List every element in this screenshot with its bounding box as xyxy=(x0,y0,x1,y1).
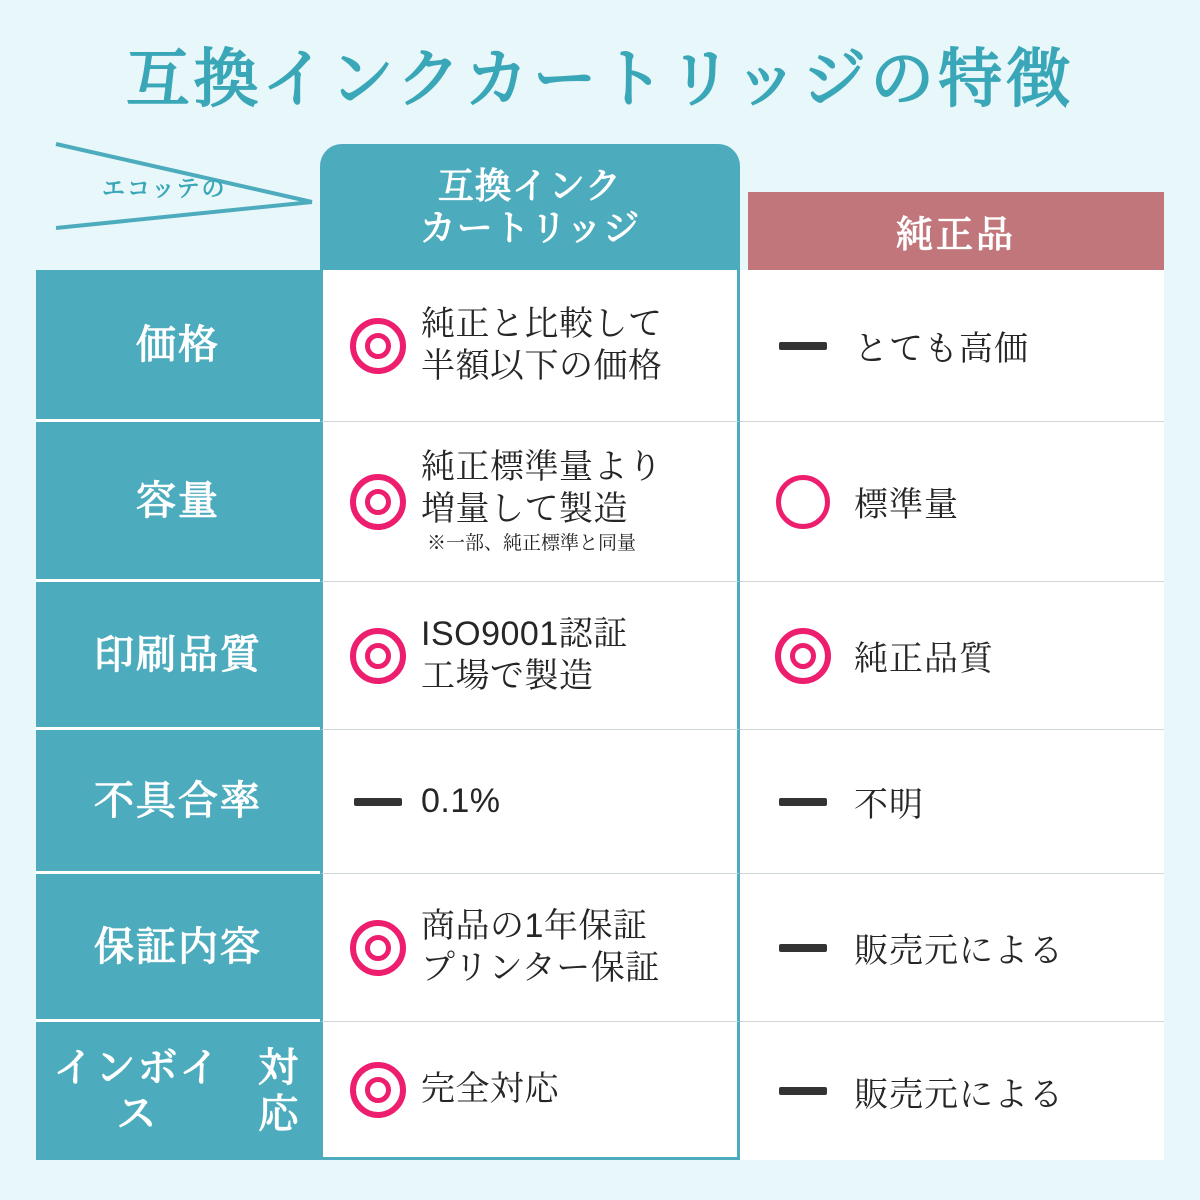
dash-icon xyxy=(354,798,402,806)
row-label-line: 印刷品質 xyxy=(94,632,262,677)
row-label-line: 対応 xyxy=(258,1046,301,1136)
mark-cell-genuine xyxy=(766,628,840,684)
corner-label-cell xyxy=(36,140,320,270)
row-label xyxy=(36,874,320,1022)
genuine-cell-text: 標準量 xyxy=(854,486,959,524)
genuine-cell xyxy=(740,730,1164,874)
compatible-text-line2: 半額以下の価格 xyxy=(421,346,663,385)
row-label xyxy=(36,582,320,730)
row-label-line: 容量 xyxy=(136,478,220,523)
page-title: 互換インクカートリッジの特徴 xyxy=(125,43,1075,115)
genuine-cell-text: 純正品質 xyxy=(854,640,994,678)
compatible-cell xyxy=(320,874,740,1022)
table-row xyxy=(36,422,1164,582)
compatible-cell-text xyxy=(415,304,663,387)
dash-icon xyxy=(779,342,827,350)
compatible-cell-text xyxy=(415,1069,559,1110)
mark-cell-genuine xyxy=(766,342,840,350)
double-circle-icon xyxy=(350,920,406,976)
compatible-text-line1: 純正標準量より xyxy=(421,448,663,487)
mark-cell-compatible xyxy=(341,798,415,806)
diagonal-lines-icon xyxy=(36,140,320,270)
genuine-cell xyxy=(740,270,1164,422)
table-row xyxy=(36,1022,1164,1160)
compatible-cell xyxy=(320,270,740,422)
compatible-text-line1: 0.1% xyxy=(421,781,501,820)
genuine-cell xyxy=(740,582,1164,730)
row-label xyxy=(36,1022,320,1160)
double-circle-icon xyxy=(350,474,406,530)
header-compatible-line2: カートリッジ xyxy=(419,207,641,248)
genuine-cell xyxy=(740,422,1164,582)
single-circle-icon xyxy=(776,475,830,529)
row-label-line: 保証内容 xyxy=(94,924,262,969)
table-body xyxy=(36,270,1164,1160)
mark-cell-compatible xyxy=(341,474,415,530)
row-label-line: 価格 xyxy=(136,322,220,367)
row-label-line: 不具合率 xyxy=(94,778,262,823)
compatible-cell-text xyxy=(415,906,660,989)
compatible-text-line1: ISO9001認証 xyxy=(421,615,628,654)
header-genuine: 純正品 xyxy=(748,192,1164,270)
compatible-text-line1: 完全対応 xyxy=(421,1069,559,1108)
compatible-text-note: ※一部、純正標準と同量 xyxy=(427,533,637,555)
genuine-cell-text: 販売元による xyxy=(854,1075,1064,1114)
double-circle-icon xyxy=(350,628,406,684)
header-compatible xyxy=(320,144,740,270)
mark-cell-compatible xyxy=(341,1062,415,1118)
row-label-line: インボイス xyxy=(53,1046,222,1136)
compatible-text-line2: 増量して製造 xyxy=(421,489,628,528)
dash-icon xyxy=(779,944,827,952)
double-circle-icon xyxy=(350,318,406,374)
compatible-text-line1: 純正と比較して xyxy=(421,305,663,344)
compatible-cell-text xyxy=(415,614,628,697)
mark-cell-genuine xyxy=(766,1087,840,1095)
compatible-text-line2: 工場で製造 xyxy=(421,656,594,695)
row-label xyxy=(36,422,320,582)
table-row xyxy=(36,730,1164,874)
mark-cell-genuine xyxy=(766,944,840,952)
compatible-cell xyxy=(320,730,740,874)
table-row xyxy=(36,582,1164,730)
mark-cell-compatible xyxy=(341,318,415,374)
genuine-cell xyxy=(740,1022,1164,1160)
compatible-text-line1: 商品の1年保証 xyxy=(421,907,648,946)
genuine-cell-text: とても高価 xyxy=(854,330,1029,368)
mark-cell-compatible xyxy=(341,920,415,976)
compatible-text-line2: プリンター保証 xyxy=(421,948,660,987)
compatible-cell xyxy=(320,1022,740,1160)
genuine-cell xyxy=(740,874,1164,1022)
header-compatible-line1: 互換インク xyxy=(437,164,623,206)
corner-label-text: エコッテの xyxy=(102,175,227,201)
table-row xyxy=(36,874,1164,1022)
dash-icon xyxy=(779,1087,827,1095)
row-label xyxy=(36,730,320,874)
compatible-cell xyxy=(320,422,740,582)
genuine-cell-text: 不明 xyxy=(854,786,924,824)
comparison-table xyxy=(36,140,1164,1170)
dash-icon xyxy=(779,798,827,806)
compatible-cell xyxy=(320,582,740,730)
mark-cell-genuine xyxy=(766,475,840,529)
genuine-cell-text: 販売元による xyxy=(854,932,1064,970)
mark-cell-genuine xyxy=(766,798,840,806)
mark-cell-compatible xyxy=(341,628,415,684)
compatible-cell-text xyxy=(415,781,501,822)
row-label xyxy=(36,270,320,422)
double-circle-icon xyxy=(350,1062,406,1118)
compatible-cell-text xyxy=(415,447,663,555)
table-row xyxy=(36,270,1164,422)
double-circle-icon xyxy=(775,628,831,684)
